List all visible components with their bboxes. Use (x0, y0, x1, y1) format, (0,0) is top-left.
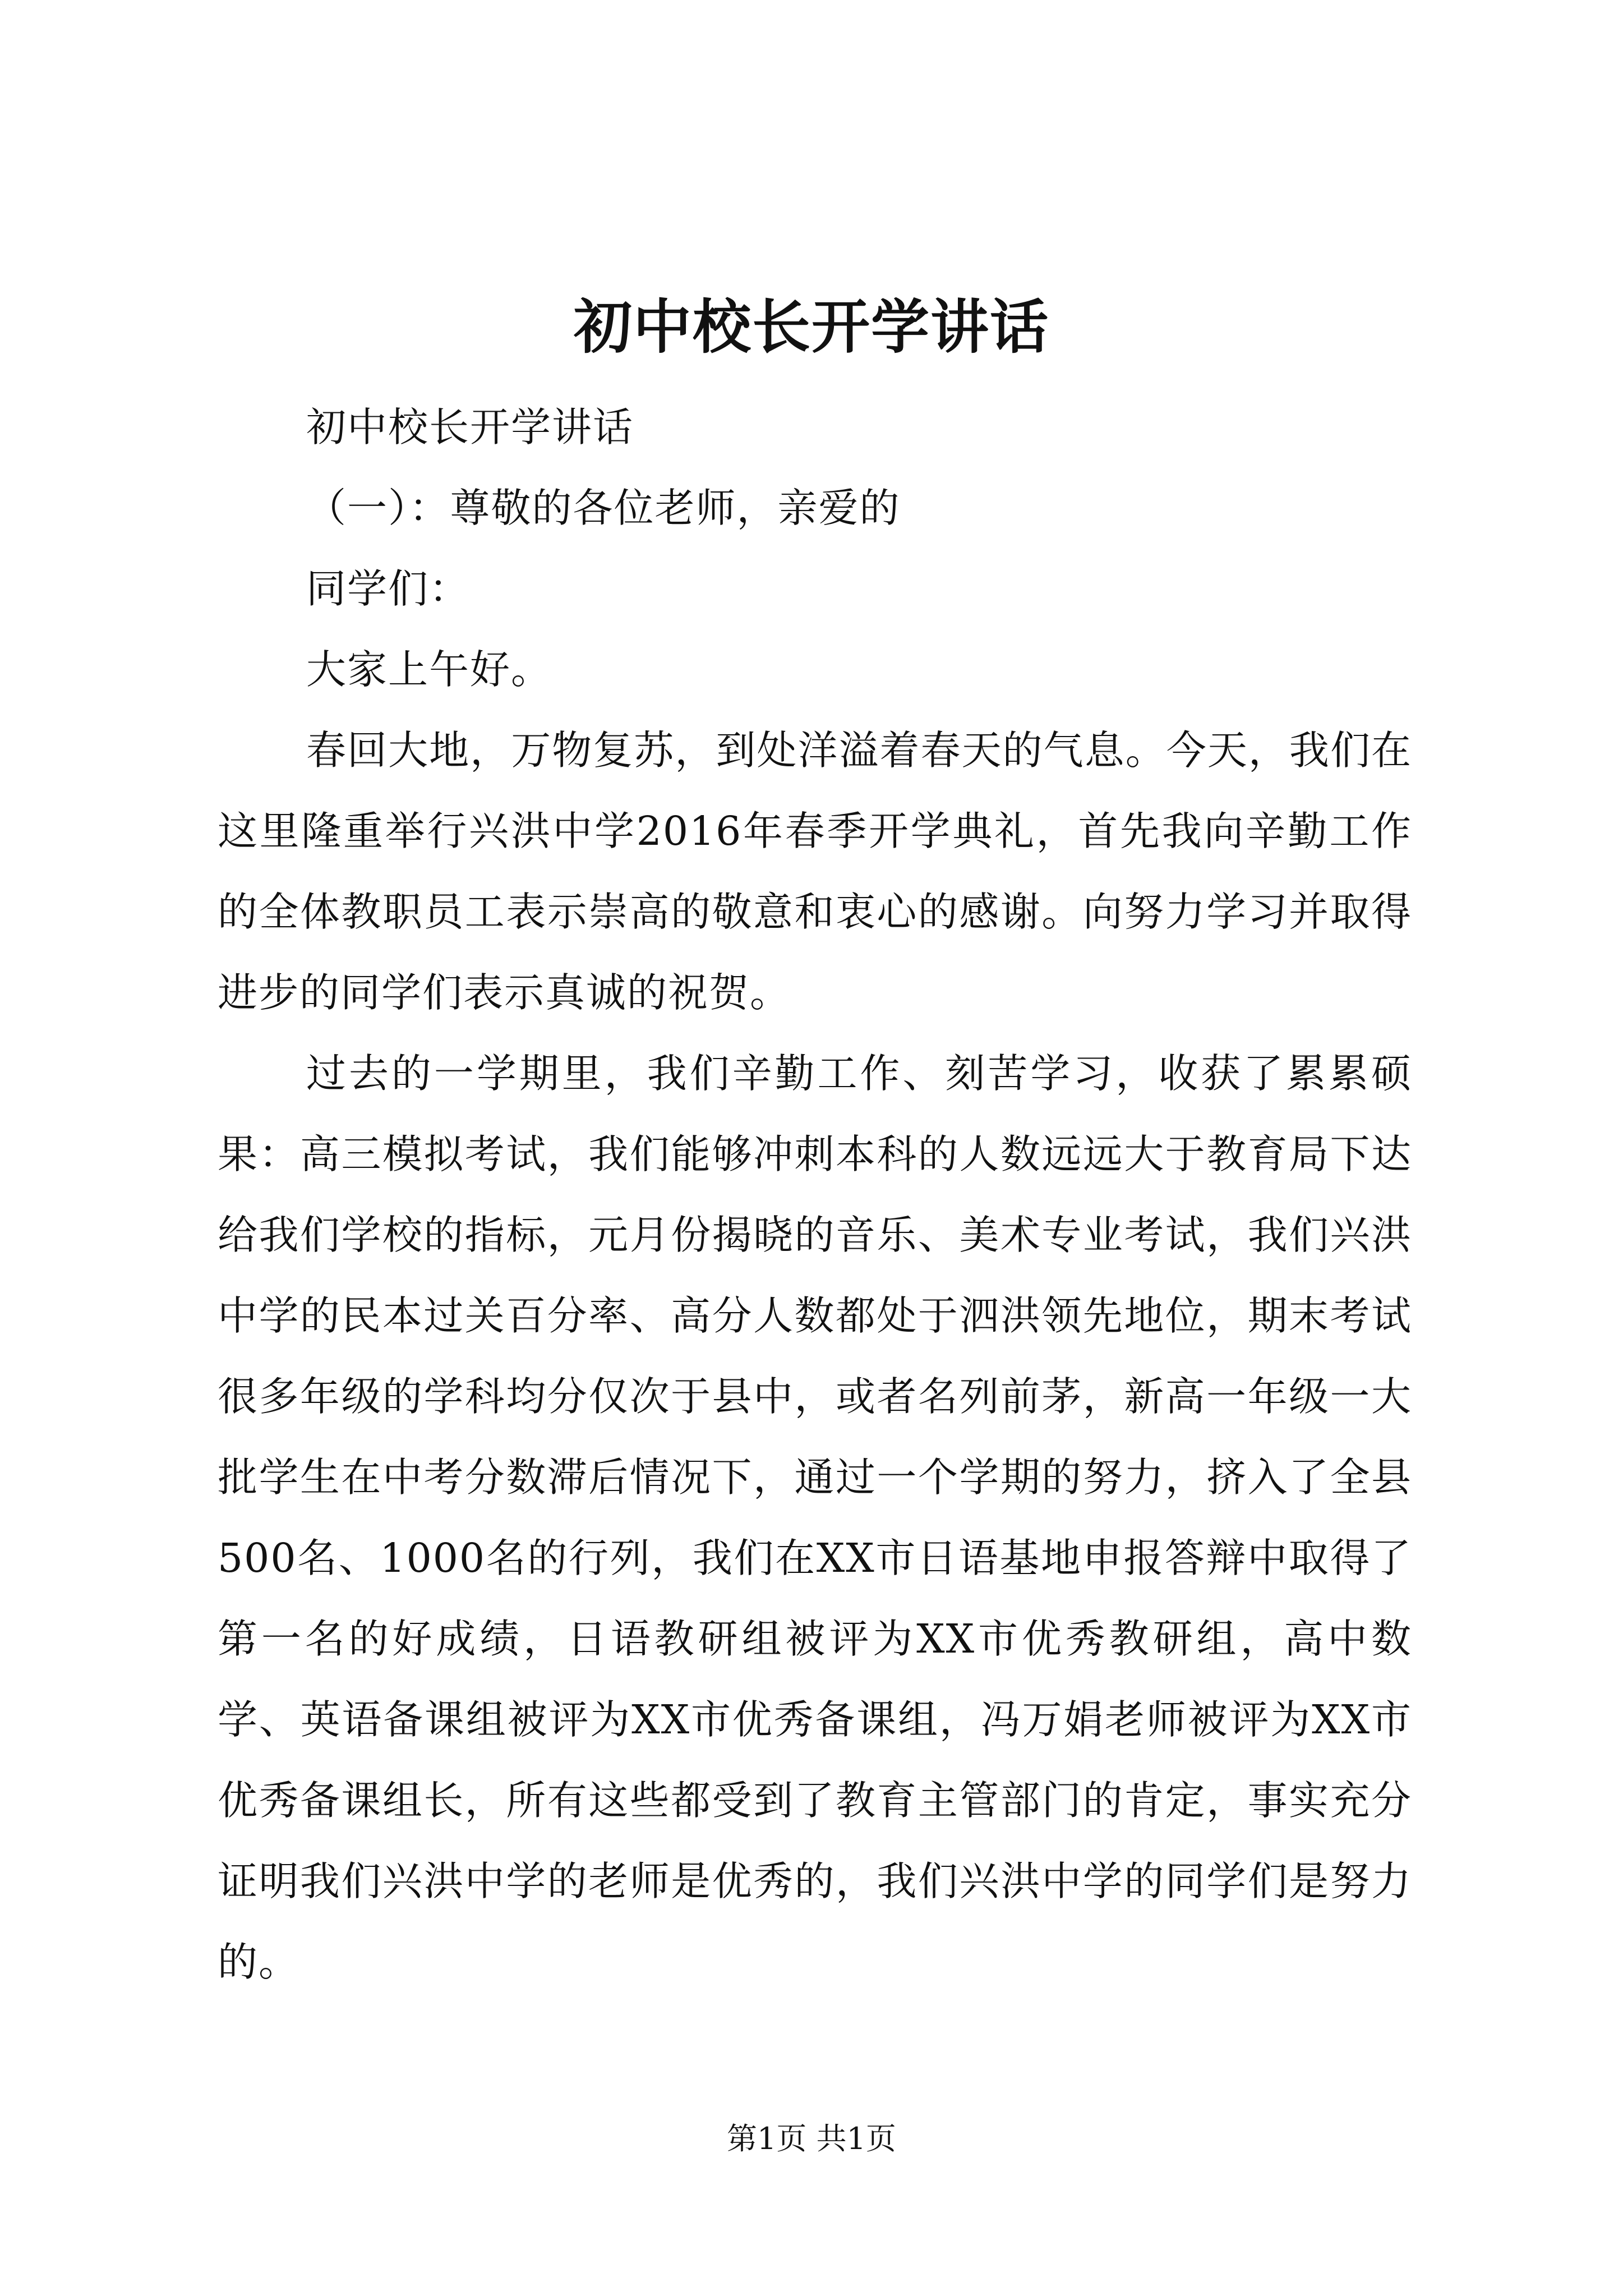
document-body (218, 387, 1412, 2003)
salutation-line: （一）：尊敬的各位老师，亲爱的 (306, 485, 901, 531)
page-number-label: 第1页 共1页 (727, 2121, 896, 2156)
paragraph-opening: 春回大地，万物复苏，到处洋溢着春天的气息。今天，我们在这里隆重举行兴洪中学2016年春季开学典礼，首先我向辛勤工作的全体教职员工表示崇高的敬意和衷心的感谢。向努力学习并取得进步的同学们表示真诚的祝贺。 (218, 727, 1412, 1016)
greeting-line: 大家上午好。 (306, 646, 552, 693)
subtitle-line: 初中校长开学讲话 (306, 404, 634, 450)
salutation-continued: 同学们： (306, 565, 471, 612)
paragraph-achievements: 过去的一学期里，我们辛勤工作、刻苦学习，收获了累累硕果：高三模拟考试，我们能够冲刺本科的人数远远大于教育局下达给我们学校的指标，元月份揭晓的音乐、美术专业考试，我们兴洪中学的民本过关百分率、高分人数都处于泗洪领先地位，期末考试很多年级的学科均分仅次于县中，或者名列前茅，新高一年级一大批学生在中考分数滞后情况下，通过一个学期的努力，挤入了全县500名、1000名的行列，我们在XX市日语基地申报答辩中取得了第一名的好成绩，日语教研组被评为XX市优秀教研组，高中数学、英语备课组被评为XX市优秀备课组，冯万娟老师被评为XX市优秀备课组长，所有这些都受到了教育主管部门的肯定，事实充分证明我们兴洪中学的老师是优秀的，我们兴洪中学的同学们是努力的。 (218, 1050, 1412, 1985)
page-footer (0, 2119, 1623, 2159)
document-title: 初中校长开学讲话 (573, 292, 1049, 361)
